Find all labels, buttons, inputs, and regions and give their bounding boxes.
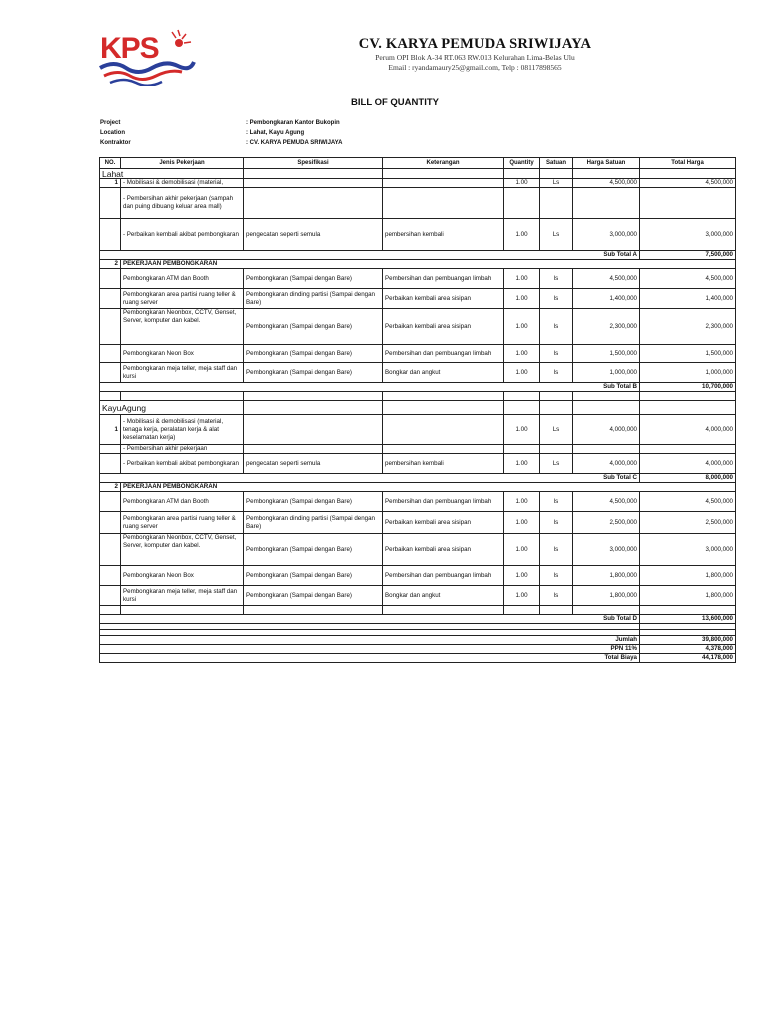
boq-table bbox=[99, 157, 736, 663]
company-logo bbox=[96, 26, 196, 86]
location-label: Location bbox=[100, 130, 125, 136]
contractor-label: Kontraktor bbox=[100, 140, 131, 146]
document-title: BILL OF QUANTITY bbox=[351, 97, 439, 108]
table-row: Pembongkaran meja teller, meja staff dan kursi Pembongkaran (Sampai dengan Bare) Bongkar dan angkut 1.00 ls 1,800,000 1,800,000 bbox=[100, 586, 736, 606]
subtotal-row: Sub Total C 8,000,000 bbox=[100, 474, 736, 483]
section-row: 2 PEKERJAAN PEMBONGKARAN bbox=[100, 260, 736, 269]
table-row: Pembongkaran meja teller, meja staff dan kursi Pembongkaran (Sampai dengan Bare) Bongkar dan angkut 1.00 ls 1,000,000 1,000,000 bbox=[100, 363, 736, 383]
svg-text:KPS: KPS bbox=[100, 32, 159, 65]
company-contact: Email : ryandamaury25@gmail.com, Telp : 08117898565 bbox=[388, 63, 562, 72]
col-spesifikasi: Spesifikasi bbox=[244, 158, 383, 169]
location-value: : Lahat, Kayu Agung bbox=[246, 130, 305, 136]
table-row: Pembongkaran area partisi ruang teller & ruang server Pembongkaran dinding partisi (Sampai dengan Bare) Perbaikan kembali area sisipan 1.00 ls 1,400,000 1,400,000 bbox=[100, 289, 736, 309]
table-row: - Pembersihan akhir pekerjaan (sampah dan puing dibuang keluar area mall) bbox=[100, 188, 736, 219]
total-biaya-row: Total Biaya 44,178,000 bbox=[100, 654, 736, 663]
table-row: - Perbaikan kembali akibat pembongkaran pengecatan seperti semula pembersihan kembali 1.00 Ls 3,000,000 3,000,000 bbox=[100, 219, 736, 251]
table-row: Pembongkaran Neon Box Pembongkaran (Sampai dengan Bare) Pembersihan dan pembuangan limbah 1.00 ls 1,800,000 1,800,000 bbox=[100, 566, 736, 586]
table-row: Pembongkaran ATM dan Booth Pembongkaran (Sampai dengan Bare) Pembersihan dan pembuangan limbah 1.00 ls 4,500,000 4,500,000 bbox=[100, 492, 736, 512]
col-quantity: Quantity bbox=[504, 158, 540, 169]
col-keterangan: Keterangan bbox=[383, 158, 504, 169]
blank-row bbox=[100, 392, 736, 401]
table-row: - Pembersihan akhir pekerjaan bbox=[100, 445, 736, 454]
subtotal-row: Sub Total A 7,500,000 bbox=[100, 251, 736, 260]
jumlah-row: Jumlah 39,800,000 bbox=[100, 636, 736, 645]
table-row: Pembongkaran Neonbox, CCTV, Genset, Server, komputer dan kabel. Pembongkaran (Sampai dengan Bare) Perbaikan kembali area sisipan 1.00 ls 2,300,000 2,300,000 bbox=[100, 309, 736, 345]
col-total-harga: Total Harga bbox=[640, 158, 736, 169]
company-address: Perum OPI Blok A-34 RT.063 RW.013 Kelurahan Lima-Belas Ulu bbox=[375, 53, 575, 62]
table-header bbox=[100, 158, 736, 169]
project-meta bbox=[100, 118, 342, 148]
subtotal-row: Sub Total D 13,600,000 bbox=[100, 615, 736, 624]
contractor-value: : CV. KARYA PEMUDA SRIWIJAYA bbox=[246, 140, 343, 146]
project-value: : Pembongkaran Kantor Bukopin bbox=[246, 120, 340, 126]
location-title: Lahat bbox=[100, 169, 244, 179]
table-row: Pembongkaran ATM dan Booth Pembongkaran (Sampai dengan Bare) Pembersihan dan pembuangan limbah 1.00 ls 4,500,000 4,500,000 bbox=[100, 269, 736, 289]
table-row: Pembongkaran Neon Box Pembongkaran (Sampai dengan Bare) Pembersihan dan pembuangan limbah 1.00 ls 1,500,000 1,500,000 bbox=[100, 345, 736, 363]
location-title: KayuAgung bbox=[100, 401, 244, 415]
section-row: 2 PEKERJAAN PEMBONGKARAN bbox=[100, 483, 736, 492]
col-no: NO. bbox=[100, 158, 121, 169]
table-row: 1 - Mobilisasi & demobilisasi (material, 1.00 Ls 4,500,000 4,500,000 bbox=[100, 179, 736, 188]
subtotal-row: Sub Total B 10,700,000 bbox=[100, 383, 736, 392]
table-row: - Perbaikan kembali akibat pembongkaran pengecatan seperti semula pembersihan kembali 1.00 Ls 4,000,000 4,000,000 bbox=[100, 454, 736, 474]
table-row: Pembongkaran Neonbox, CCTV, Genset, Server, komputer dan kabel. Pembongkaran (Sampai dengan Bare) Perbaikan kembali area sisipan 1.00 ls 3,000,000 3,000,000 bbox=[100, 534, 736, 566]
col-satuan: Satuan bbox=[540, 158, 573, 169]
blank-row bbox=[100, 606, 736, 615]
location-row bbox=[100, 401, 736, 415]
col-jenis: Jenis Pekerjaan bbox=[121, 158, 244, 169]
company-name: CV. KARYA PEMUDA SRIWIJAYA bbox=[358, 36, 592, 52]
ppn-row: PPN 11% 4,378,000 bbox=[100, 645, 736, 654]
table-row: Pembongkaran area partisi ruang teller & ruang server Pembongkaran dinding partisi (Sampai dengan Bare) Perbaikan kembali area sisipan 1.00 ls 2,500,000 2,500,000 bbox=[100, 512, 736, 534]
table-row: 1 - Mobilisasi & demobilisasi (material, tenaga kerja, peralatan kerja & alat keselamatan kerja) 1.00 Ls 4,000,000 4,000,000 bbox=[100, 415, 736, 445]
location-row bbox=[100, 169, 736, 179]
col-harga-satuan: Harga Satuan bbox=[573, 158, 640, 169]
project-label: Project bbox=[100, 120, 121, 126]
company-header bbox=[300, 36, 650, 73]
